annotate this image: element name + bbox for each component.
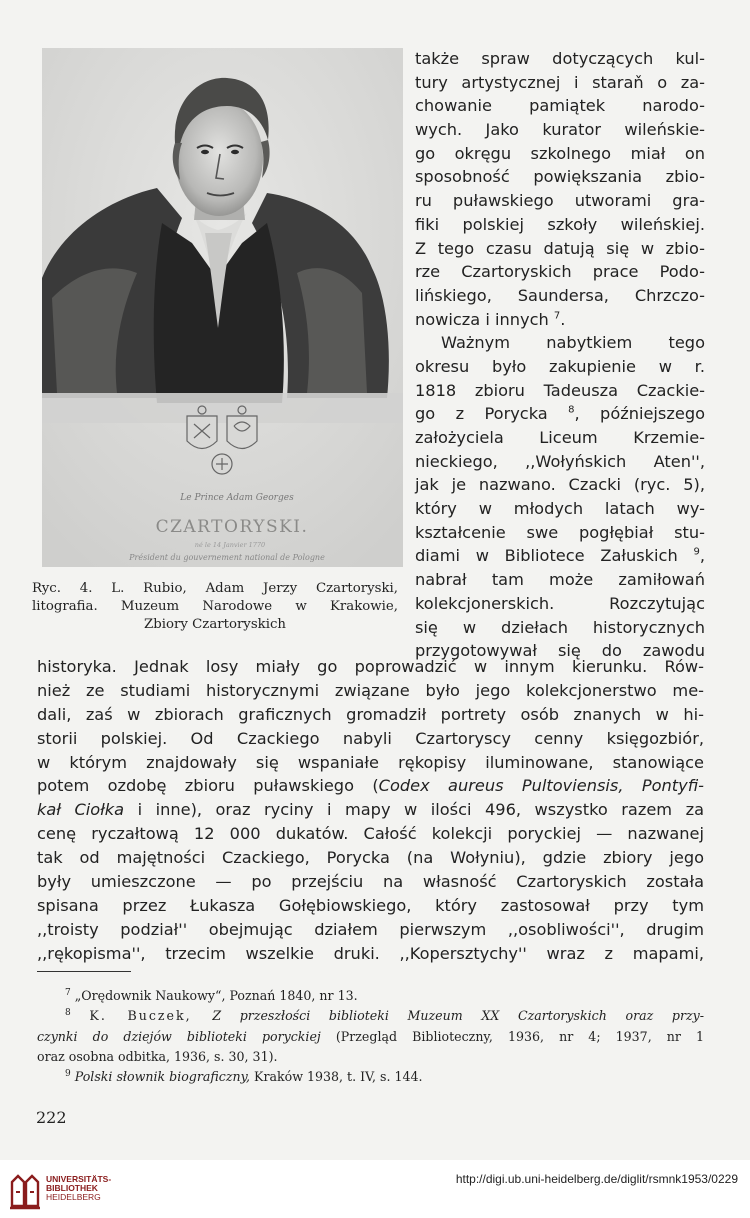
text-line: nabrał tam może zamiłowań	[415, 570, 705, 590]
text-line	[37, 798, 704, 822]
logo-line: HEIDELBERG	[46, 1192, 101, 1203]
text-line: przygotowywał się do zawodu	[415, 641, 705, 661]
text-line: się w dziełach historycznych	[415, 617, 705, 637]
logo-line: UNIVERSITÄTS-	[46, 1174, 112, 1184]
heidelberg-library-logo-icon[interactable]	[8, 1172, 42, 1210]
text-fragment: nowicza i innych	[415, 309, 549, 329]
text-line	[37, 774, 704, 798]
footnote-ref-8[interactable]: 8	[568, 404, 575, 416]
text-line: w którym znajdowały się wspaniałe rękopisy iluminowane, stanowiące	[37, 752, 704, 772]
text-fragment: i inne), oraz ryciny i mapy w ilości 496, wszystko razem za	[124, 800, 704, 820]
text-line: historyka. Jednak losy miały go poprowadzić w innym kierunku. Rów-	[37, 657, 704, 676]
footnote-title: czynki do dziejów biblioteki poryckiej	[37, 1028, 321, 1044]
footnote-8	[37, 1006, 704, 1026]
text-fragment: diami w Bibliotece Załuskich	[415, 546, 678, 566]
footnote-9	[37, 1067, 704, 1087]
viewer-footer	[0, 1160, 750, 1218]
text-line: ru puławskiego utworami gra-	[415, 191, 705, 211]
text-line: który w młodych latach wy-	[415, 499, 705, 519]
text-line: Z tego czasu datują się w zbio-	[415, 238, 705, 258]
lithograph-lettering-name: CZARTORYSKI.	[155, 517, 309, 537]
text-fragment: ,	[699, 546, 705, 566]
text-line: cenę ryczałtową 12 000 dukatów. Całość kolekcji poryckiej — nazwanej	[37, 824, 704, 844]
footnote-number: 8	[65, 1008, 71, 1019]
text-line: fiki polskiej szkoły wileńskiej.	[415, 214, 705, 234]
text-line: dali, zaś w zbiorach graficznych gromadził portrety osób znanych w hi-	[37, 704, 704, 724]
footnote-number: 7	[65, 987, 71, 998]
footnote-author: K. Buczek,	[89, 1008, 213, 1024]
lithograph-lettering-3: né le 14 Janvier 1770	[194, 541, 266, 549]
footnotes	[37, 986, 704, 1087]
text-line: były umieszczone — po przejściu na własność Czartoryskich została	[37, 872, 704, 892]
caption-line: Zbiory Czartoryskich	[144, 617, 286, 632]
text-line: sposobność powiększania zbio-	[415, 167, 705, 187]
logo-line: BIBLIOTHEK	[46, 1183, 98, 1194]
text-line: lińskiego, Saundersa, Chrzczo-	[415, 285, 705, 305]
text-line: 1818 zbioru Tadeusza Czackie-	[415, 380, 705, 400]
text-line: okresu było zakupienie w r.	[415, 356, 705, 376]
text-line	[415, 544, 705, 568]
caption-line: Ryc. 4. L. Rubio, Adam Jerzy Czartoryski,	[32, 581, 398, 596]
figure-caption	[32, 580, 398, 634]
caption-line: litografia. Muzeum Narodowe w Krakowie,	[32, 599, 398, 614]
footnote-8-cont: oraz osobna odbitka, 1936, s. 30, 31).	[37, 1048, 278, 1064]
text-line: go okręgu szkolnego miał on	[415, 143, 705, 163]
footnote-text: „Orędownik Naukowy“, Poznań 1840, nr 13.	[74, 988, 358, 1003]
text-line: nieckiego, ,,Wołyńskich Aten'',	[415, 451, 705, 471]
text-line: kolekcjonerskich. Rozczytując	[415, 593, 705, 613]
text-line: nowicza i innych $^7$.	[415, 309, 566, 329]
text-line: wych. Jako kurator wileńskie-	[415, 120, 705, 140]
full-width-text	[37, 655, 704, 966]
text-fragment: go z Porycka	[415, 404, 548, 424]
footnote-8-cont	[37, 1027, 704, 1047]
footnote-ref-7[interactable]: 7	[553, 310, 561, 322]
text-line: Ważnym nabytkiem tego	[441, 333, 705, 353]
text-fragment: , późniejszego	[574, 404, 706, 424]
text-line: kształcenie swe pogłębiał stu-	[415, 522, 705, 542]
footnote-divider	[37, 971, 131, 972]
text-line: storii polskiej. Od Czackiego nabyli Czartoryscy cenny księgozbiór,	[37, 728, 704, 748]
text-line: chowanie pamiątek narodo-	[415, 96, 705, 116]
footnote-number: 9	[65, 1069, 71, 1079]
portrait-lithograph-image	[42, 48, 403, 567]
lithograph-lettering-4: Président du gouvernement national de Pologne	[129, 553, 325, 562]
text-line: jak je nazwano. Czacki (ryc. 5),	[415, 475, 705, 495]
permalink-url[interactable]: http://digi.ub.uni-heidelberg.de/diglit/rsmnk1953/0229	[455, 1172, 738, 1186]
text-line: nież ze studiami historycznymi związane było jego kolekcjonerstwo me-	[37, 680, 704, 700]
page-number: 222	[36, 1108, 67, 1127]
portrait-figure	[42, 48, 403, 567]
text-line	[415, 402, 705, 426]
text-line: także spraw dotyczących kul-	[415, 49, 705, 68]
italic-title: Codex aureus Pultoviensis, Pontyfi-	[378, 776, 704, 796]
text-line: tury artystycznej i staraň o za-	[415, 72, 705, 92]
footnote-title: Polski słownik biograficzny,	[74, 1069, 251, 1085]
text-line: spisana przez Łukasza Gołębiowskiego, który zastosował przy tym	[37, 895, 704, 915]
footnote-title: Z przeszłości biblioteki Muzeum XX Czartoryskich oraz przy-	[212, 1008, 704, 1024]
library-logo-text	[46, 1175, 111, 1203]
text-line: założyciela Liceum Krzemie-	[415, 428, 705, 447]
footnote-text: Kraków 1938, t. IV, s. 144.	[250, 1069, 423, 1085]
text-line: tak od majętności Czackiego, Porycka (na Wołyniu), gdzie zbiory jego	[37, 848, 704, 868]
text-line: rze Czartoryskich prace Podo-	[415, 262, 705, 282]
text-line: ,,troisty podział'' obejmując działem pierwszym ,,osobliwości'', drugim	[37, 919, 704, 939]
footnote-ref-9[interactable]: 9	[693, 547, 700, 559]
footnote-text: (Przegląd Biblioteczny, 1936, nr 4; 1937, nr 1	[320, 1028, 705, 1044]
text-line: ,,rękopisma'', trzecim wszelkie druki. ,,Kopersztychy'' wraz z mapami,	[37, 943, 704, 963]
right-column-text	[415, 47, 705, 663]
text-fragment: potem ozdobę zbioru puławskiego (	[37, 776, 379, 796]
lithograph-lettering-1: Le Prince Adam Georges	[180, 493, 294, 503]
footnote-7	[37, 986, 704, 1006]
italic-title: kał Ciołka	[37, 800, 125, 820]
